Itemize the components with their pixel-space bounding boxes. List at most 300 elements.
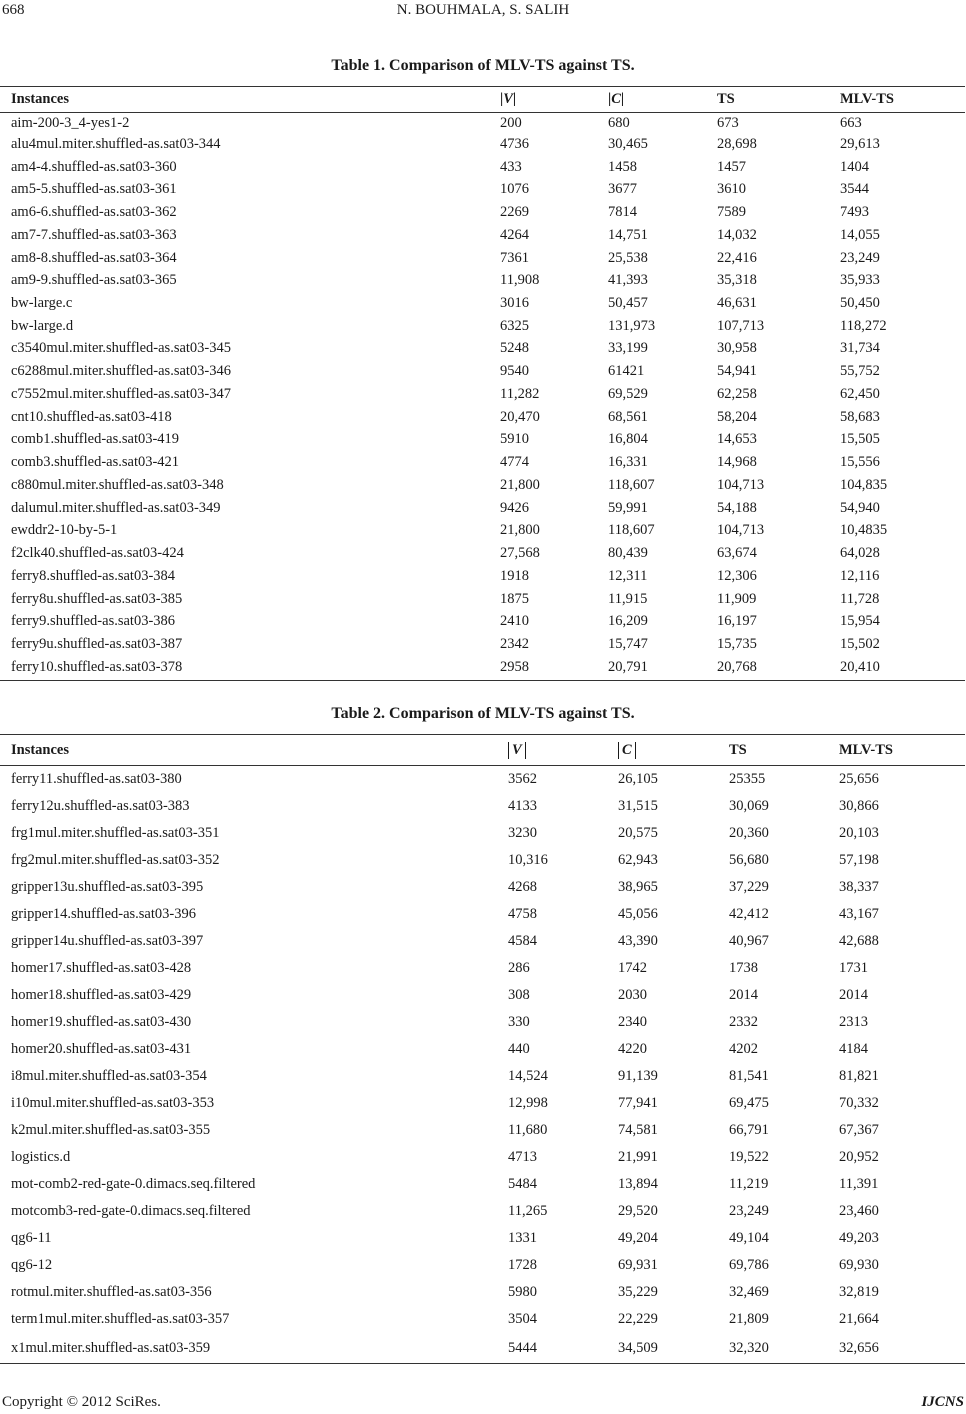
v-cell: 2410 (500, 613, 529, 630)
table-2-body (0, 766, 965, 1364)
ts-cell: 32,320 (729, 1339, 769, 1356)
mlv-ts-cell: 663 (840, 114, 862, 131)
table-row (0, 982, 965, 1009)
ts-cell: 54,941 (717, 363, 757, 380)
ts-cell: 104,713 (717, 522, 765, 539)
table-row (0, 901, 965, 928)
ts-cell: 66,791 (729, 1122, 769, 1138)
table-row (0, 474, 965, 497)
ts-cell: 7589 (717, 204, 746, 221)
ts-cell: 673 (717, 114, 739, 131)
mlv-ts-cell: 43,167 (839, 906, 879, 922)
mlv-ts-cell: 11,728 (840, 590, 880, 607)
mlv-ts-cell: 20,410 (840, 659, 880, 676)
table-row (0, 874, 965, 901)
c-cell: 29,520 (618, 1203, 658, 1219)
mlv-ts-cell: 23,460 (839, 1203, 879, 1219)
ts-cell: 49,104 (729, 1230, 769, 1246)
ts-cell: 3610 (717, 181, 746, 198)
instance-cell: comb3.shuffled-as.sat03-421 (11, 454, 180, 471)
instance-cell: gripper14.shuffled-as.sat03-396 (11, 906, 196, 922)
v-cell: 4713 (508, 1149, 537, 1165)
mlv-ts-cell: 50,450 (840, 295, 880, 311)
ts-cell: 22,416 (717, 249, 757, 266)
instance-cell: homer18.shuffled-as.sat03-429 (11, 987, 192, 1003)
table-row (0, 610, 965, 633)
ts-cell: 21,809 (729, 1311, 769, 1327)
ts-cell: 1457 (717, 158, 746, 175)
ts-cell: 42,412 (729, 906, 769, 922)
mlv-ts-cell: 1731 (839, 960, 868, 976)
c-cell: 69,931 (618, 1257, 658, 1273)
c-cell: 20,791 (608, 659, 648, 676)
c-cell: 13,894 (618, 1176, 658, 1192)
column-header-mlv-ts: MLV-TS (840, 87, 965, 113)
column-header-c-label: C (618, 742, 636, 759)
v-cell: 3230 (508, 825, 537, 841)
v-cell: 6325 (500, 317, 529, 334)
c-cell: 74,581 (618, 1122, 658, 1138)
column-header-c (618, 735, 729, 766)
mlv-ts-cell: 2313 (839, 1014, 868, 1030)
mlv-ts-cell: 69,930 (839, 1257, 879, 1273)
v-cell: 4584 (508, 933, 537, 949)
table-row (0, 113, 965, 134)
table-row (0, 519, 965, 542)
c-cell: 2030 (618, 987, 647, 1003)
table-row (0, 793, 965, 820)
v-cell: 200 (500, 114, 522, 131)
instance-cell: ferry8u.shuffled-as.sat03-385 (11, 590, 183, 607)
c-cell: 21,991 (618, 1149, 658, 1165)
table-row (0, 1009, 965, 1036)
v-cell: 286 (508, 960, 530, 976)
instance-cell: ferry9u.shuffled-as.sat03-387 (11, 636, 183, 653)
mlv-ts-cell: 49,203 (839, 1230, 879, 1246)
mlv-ts-cell: 15,502 (840, 636, 880, 653)
table-row (0, 588, 965, 611)
v-cell: 5248 (500, 340, 529, 357)
v-cell: 2958 (500, 659, 529, 676)
mlv-ts-cell: 12,116 (840, 567, 880, 584)
c-cell: 61421 (608, 363, 645, 380)
mlv-ts-cell: 20,952 (839, 1149, 879, 1165)
mlv-ts-cell: 15,954 (840, 613, 880, 630)
c-cell: 62,943 (618, 852, 658, 868)
mlv-ts-cell: 14,055 (840, 226, 880, 243)
c-cell: 59,991 (608, 499, 648, 516)
mlv-ts-cell: 57,198 (839, 852, 879, 868)
c-cell: 49,204 (618, 1230, 658, 1246)
table-row (0, 315, 965, 338)
mlv-ts-cell: 64,028 (840, 545, 880, 562)
table-row (0, 224, 965, 247)
table-1-title: Table 1. Comparison of MLV-TS against TS. (331, 57, 635, 74)
table-row (0, 1090, 965, 1117)
ts-cell: 16,197 (717, 613, 757, 630)
ts-cell: 2332 (729, 1014, 758, 1030)
ts-cell: 28,698 (717, 135, 757, 152)
table-row (0, 429, 965, 452)
c-cell: 45,056 (618, 906, 658, 922)
v-cell: 7361 (500, 249, 529, 266)
instance-cell: alu4mul.miter.shuffled-as.sat03-344 (11, 135, 221, 152)
v-cell: 11,265 (508, 1203, 548, 1219)
mlv-ts-cell: 58,683 (840, 408, 880, 425)
c-cell: 1742 (618, 960, 647, 976)
table-row (0, 383, 965, 406)
c-cell: 34,509 (618, 1339, 658, 1356)
c-cell: 77,941 (618, 1095, 658, 1111)
v-cell: 3562 (508, 771, 537, 787)
ts-cell: 20,768 (717, 659, 757, 676)
v-cell: 1728 (508, 1257, 537, 1273)
ts-cell: 25355 (729, 771, 766, 787)
v-cell: 4268 (508, 879, 537, 895)
instance-cell: am7-7.shuffled-as.sat03-363 (11, 226, 177, 243)
c-cell: 1458 (608, 158, 637, 175)
table-row (0, 766, 965, 794)
instance-cell: ferry10.shuffled-as.sat03-378 (11, 659, 183, 676)
v-cell: 20,470 (500, 408, 540, 425)
v-cell: 11,908 (500, 272, 540, 289)
instance-cell: ferry12u.shuffled-as.sat03-383 (11, 798, 190, 814)
instance-cell: c3540mul.miter.shuffled-as.sat03-345 (11, 340, 232, 357)
instance-cell: homer19.shuffled-as.sat03-430 (11, 1014, 192, 1030)
ts-cell: 19,522 (729, 1149, 769, 1165)
v-cell: 5980 (508, 1284, 537, 1300)
c-cell: 43,390 (618, 933, 658, 949)
v-cell: 11,282 (500, 385, 540, 402)
ts-cell: 1738 (729, 960, 758, 976)
c-cell: 38,965 (618, 879, 658, 895)
instance-cell: c7552mul.miter.shuffled-as.sat03-347 (11, 385, 232, 402)
table-row (0, 133, 965, 156)
running-head: N. BOUHMALA, S. SALIH (396, 2, 570, 18)
instance-cell: frg1mul.miter.shuffled-as.sat03-351 (11, 825, 220, 841)
c-cell: 7814 (608, 204, 637, 221)
table-row (0, 201, 965, 224)
table-row (0, 1117, 965, 1144)
v-cell: 4736 (500, 135, 529, 152)
instance-cell: bw-large.c (11, 295, 73, 311)
c-cell: 118,607 (608, 476, 655, 493)
ts-cell: 37,229 (729, 879, 769, 895)
v-cell: 1875 (500, 590, 529, 607)
v-cell: 3016 (500, 295, 529, 311)
instance-cell: am5-5.shuffled-as.sat03-361 (11, 181, 177, 198)
instance-cell: ferry9.shuffled-as.sat03-386 (11, 613, 176, 630)
v-cell: 433 (500, 158, 522, 175)
table-2-header-row (0, 735, 965, 766)
mlv-ts-cell: 81,821 (839, 1068, 879, 1084)
table-2-title: Table 2. Comparison of MLV-TS against TS. (331, 705, 635, 722)
page-number: 668 (2, 2, 25, 18)
ts-cell: 14,653 (717, 431, 757, 448)
v-cell: 1918 (500, 567, 529, 584)
instance-cell: k2mul.miter.shuffled-as.sat03-355 (11, 1122, 211, 1138)
c-cell: 2340 (618, 1014, 647, 1030)
table-row (0, 1225, 965, 1252)
instance-cell: am6-6.shuffled-as.sat03-362 (11, 204, 177, 221)
mlv-ts-cell: 55,752 (840, 363, 880, 380)
ts-cell: 63,674 (717, 545, 757, 562)
column-header-instances: Instances (0, 87, 500, 113)
ts-cell: 23,249 (729, 1203, 769, 1219)
instance-cell: motcomb3-red-gate-0.dimacs.seq.filtered (11, 1203, 251, 1219)
instance-cell: rotmul.miter.shuffled-as.sat03-356 (11, 1284, 212, 1300)
instance-cell: gripper14u.shuffled-as.sat03-397 (11, 933, 204, 949)
table-row (0, 633, 965, 656)
v-cell: 2342 (500, 636, 529, 653)
table-row (0, 820, 965, 847)
mlv-ts-cell: 7493 (840, 204, 869, 221)
c-cell: 4220 (618, 1041, 647, 1057)
mlv-ts-cell: 20,103 (839, 825, 879, 841)
ts-cell: 30,069 (729, 798, 769, 814)
mlv-ts-cell: 15,556 (840, 454, 880, 471)
v-cell: 11,680 (508, 1122, 548, 1138)
instance-cell: dalumul.miter.shuffled-as.sat03-349 (11, 499, 221, 516)
instance-cell: homer20.shuffled-as.sat03-431 (11, 1041, 192, 1057)
c-cell: 68,561 (608, 408, 648, 425)
v-cell: 5444 (508, 1339, 537, 1356)
ts-cell: 14,968 (717, 454, 757, 471)
v-cell: 4133 (508, 798, 537, 814)
mlv-ts-cell: 104,835 (840, 476, 888, 493)
v-cell: 9540 (500, 363, 529, 380)
ts-cell: 20,360 (729, 825, 769, 841)
table-row (0, 1198, 965, 1225)
ts-cell: 56,680 (729, 852, 769, 868)
c-cell: 16,209 (608, 613, 648, 630)
table-row (0, 928, 965, 955)
mlv-ts-cell: 67,367 (839, 1122, 879, 1138)
column-header-ts: TS (717, 87, 840, 113)
ts-cell: 54,188 (717, 499, 757, 516)
c-cell: 35,229 (618, 1284, 658, 1300)
c-cell: 11,915 (608, 590, 648, 607)
instance-cell: ferry11.shuffled-as.sat03-380 (11, 771, 182, 787)
v-cell: 440 (508, 1041, 530, 1057)
c-cell: 41,393 (608, 272, 648, 289)
table-row (0, 338, 965, 361)
column-header-c-label: C (611, 91, 621, 107)
instance-cell: frg2mul.miter.shuffled-as.sat03-352 (11, 852, 220, 868)
table-row (0, 406, 965, 429)
instance-cell: term1mul.miter.shuffled-as.sat03-357 (11, 1311, 230, 1327)
mlv-ts-cell: 25,656 (839, 771, 879, 787)
v-cell: 12,998 (508, 1095, 548, 1111)
instance-cell: i8mul.miter.shuffled-as.sat03-354 (11, 1068, 207, 1084)
mlv-ts-cell: 1404 (840, 158, 869, 175)
instance-cell: c880mul.miter.shuffled-as.sat03-348 (11, 476, 224, 493)
column-header-instances: Instances (0, 735, 508, 766)
c-cell: 680 (608, 114, 630, 131)
ts-cell: 69,786 (729, 1257, 769, 1273)
v-cell: 308 (508, 987, 530, 1003)
column-header-ts: TS (729, 735, 839, 766)
ts-cell: 12,306 (717, 567, 757, 584)
mlv-ts-cell: 23,249 (840, 249, 880, 266)
instance-cell: comb1.shuffled-as.sat03-419 (11, 431, 180, 448)
instance-cell: ferry8.shuffled-as.sat03-384 (11, 567, 176, 584)
v-cell: 330 (508, 1014, 530, 1030)
mlv-ts-cell: 62,450 (840, 385, 880, 402)
v-cell: 4264 (500, 226, 529, 243)
table-row (0, 542, 965, 565)
c-cell: 12,311 (608, 567, 648, 584)
ts-cell: 58,204 (717, 408, 757, 425)
ts-cell: 107,713 (717, 317, 765, 334)
table-row (0, 1171, 965, 1198)
v-cell: 21,800 (500, 522, 540, 539)
mlv-ts-cell: 118,272 (840, 317, 887, 334)
mlv-ts-cell: 4184 (839, 1041, 868, 1057)
v-cell: 4774 (500, 454, 529, 471)
mlv-ts-cell: 54,940 (840, 499, 880, 516)
table-row (0, 269, 965, 292)
mlv-ts-cell: 42,688 (839, 933, 879, 949)
instance-cell: mot-comb2-red-gate-0.dimacs.seq.filtered (11, 1176, 256, 1192)
c-cell: 16,331 (608, 454, 648, 471)
ts-cell: 40,967 (729, 933, 769, 949)
instance-cell: qg6-12 (11, 1257, 53, 1273)
mlv-ts-cell: 32,656 (839, 1339, 879, 1356)
table-2 (0, 734, 965, 1364)
v-cell: 9426 (500, 499, 529, 516)
mlv-ts-cell: 29,613 (840, 135, 880, 152)
ts-cell: 104,713 (717, 476, 765, 493)
table-row (0, 656, 965, 681)
c-cell: 118,607 (608, 522, 655, 539)
mlv-ts-cell: 32,819 (839, 1284, 879, 1300)
v-cell: 14,524 (508, 1068, 548, 1084)
instance-cell: aim-200-3_4-yes1-2 (11, 114, 130, 131)
ts-cell: 32,469 (729, 1284, 769, 1300)
instance-cell: x1mul.miter.shuffled-as.sat03-359 (11, 1339, 211, 1356)
instance-cell: ewddr2-10-by-5-1 (11, 522, 118, 539)
mlv-ts-cell: 30,866 (839, 798, 879, 814)
table-row (0, 178, 965, 201)
v-cell: 5484 (508, 1176, 537, 1192)
ts-cell: 15,735 (717, 636, 757, 653)
mlv-ts-cell: 2014 (839, 987, 868, 1003)
v-cell: 1076 (500, 181, 529, 198)
table-row (0, 1063, 965, 1090)
mlv-ts-cell: 21,664 (839, 1311, 879, 1327)
c-cell: 15,747 (608, 636, 648, 653)
mlv-ts-cell: 70,332 (839, 1095, 879, 1111)
ts-cell: 2014 (729, 987, 758, 1003)
ts-cell: 81,541 (729, 1068, 769, 1084)
instance-cell: homer17.shuffled-as.sat03-428 (11, 960, 192, 976)
table-row (0, 1306, 965, 1333)
table-row (0, 955, 965, 982)
v-cell: 21,800 (500, 476, 540, 493)
table-row (0, 451, 965, 474)
mlv-ts-cell: 15,505 (840, 431, 880, 448)
table-row (0, 156, 965, 179)
column-header-c: |C| (608, 87, 717, 113)
c-cell: 16,804 (608, 431, 648, 448)
instance-cell: i10mul.miter.shuffled-as.sat03-353 (11, 1095, 215, 1111)
ts-cell: 14,032 (717, 226, 757, 243)
c-cell: 26,105 (618, 771, 658, 787)
c-cell: 22,229 (618, 1311, 658, 1327)
table-row (0, 1279, 965, 1306)
table-row (0, 247, 965, 270)
c-cell: 25,538 (608, 249, 648, 266)
mlv-ts-cell: 3544 (840, 181, 869, 198)
column-header-mlv-ts: MLV-TS (839, 735, 965, 766)
column-header-v-label: V (508, 742, 526, 759)
c-cell: 31,515 (618, 798, 658, 814)
instance-cell: c6288mul.miter.shuffled-as.sat03-346 (11, 363, 232, 380)
column-header-v-label: V (503, 91, 513, 107)
mlv-ts-cell: 38,337 (839, 879, 879, 895)
instance-cell: qg6-11 (11, 1230, 52, 1246)
table-1-body (0, 113, 965, 681)
instance-cell: cnt10.shuffled-as.sat03-418 (11, 408, 172, 425)
instance-cell: am8-8.shuffled-as.sat03-364 (11, 249, 177, 266)
c-cell: 80,439 (608, 545, 648, 562)
mlv-ts-cell: 11,391 (839, 1176, 879, 1192)
ts-cell: 4202 (729, 1041, 758, 1057)
instance-cell: f2clk40.shuffled-as.sat03-424 (11, 545, 184, 562)
c-cell: 91,139 (618, 1068, 658, 1084)
instance-cell: bw-large.d (11, 317, 74, 334)
ts-cell: 11,219 (729, 1176, 769, 1192)
c-cell: 50,457 (608, 295, 648, 311)
instance-cell: am4-4.shuffled-as.sat03-360 (11, 158, 177, 175)
table-row (0, 1036, 965, 1063)
table-row (0, 847, 965, 874)
ts-cell: 46,631 (717, 295, 757, 311)
c-cell: 30,465 (608, 135, 648, 152)
c-cell: 14,751 (608, 226, 648, 243)
v-cell: 2269 (500, 204, 529, 221)
table-1 (0, 86, 965, 681)
v-cell: 27,568 (500, 545, 540, 562)
table-row (0, 292, 965, 315)
table-row (0, 360, 965, 383)
c-cell: 3677 (608, 181, 637, 198)
v-cell: 4758 (508, 906, 537, 922)
table-row (0, 497, 965, 520)
ts-cell: 35,318 (717, 272, 757, 289)
c-cell: 33,199 (608, 340, 648, 357)
instance-cell: am9-9.shuffled-as.sat03-365 (11, 272, 177, 289)
ts-cell: 62,258 (717, 385, 757, 402)
ts-cell: 69,475 (729, 1095, 769, 1111)
mlv-ts-cell: 10,4835 (840, 522, 888, 539)
column-header-v: |V| (500, 87, 608, 113)
ts-cell: 30,958 (717, 340, 757, 357)
instance-cell: logistics.d (11, 1149, 71, 1165)
table-row (0, 565, 965, 588)
table-row (0, 1144, 965, 1171)
table-row (0, 1252, 965, 1279)
column-header-v (508, 735, 618, 766)
v-cell: 3504 (508, 1311, 537, 1327)
table-1-header-row (0, 87, 965, 113)
ts-cell: 11,909 (717, 590, 757, 607)
c-cell: 69,529 (608, 385, 648, 402)
copyright-notice: Copyright © 2012 SciRes. (2, 1394, 161, 1410)
v-cell: 5910 (500, 431, 529, 448)
table-row (0, 1333, 965, 1364)
